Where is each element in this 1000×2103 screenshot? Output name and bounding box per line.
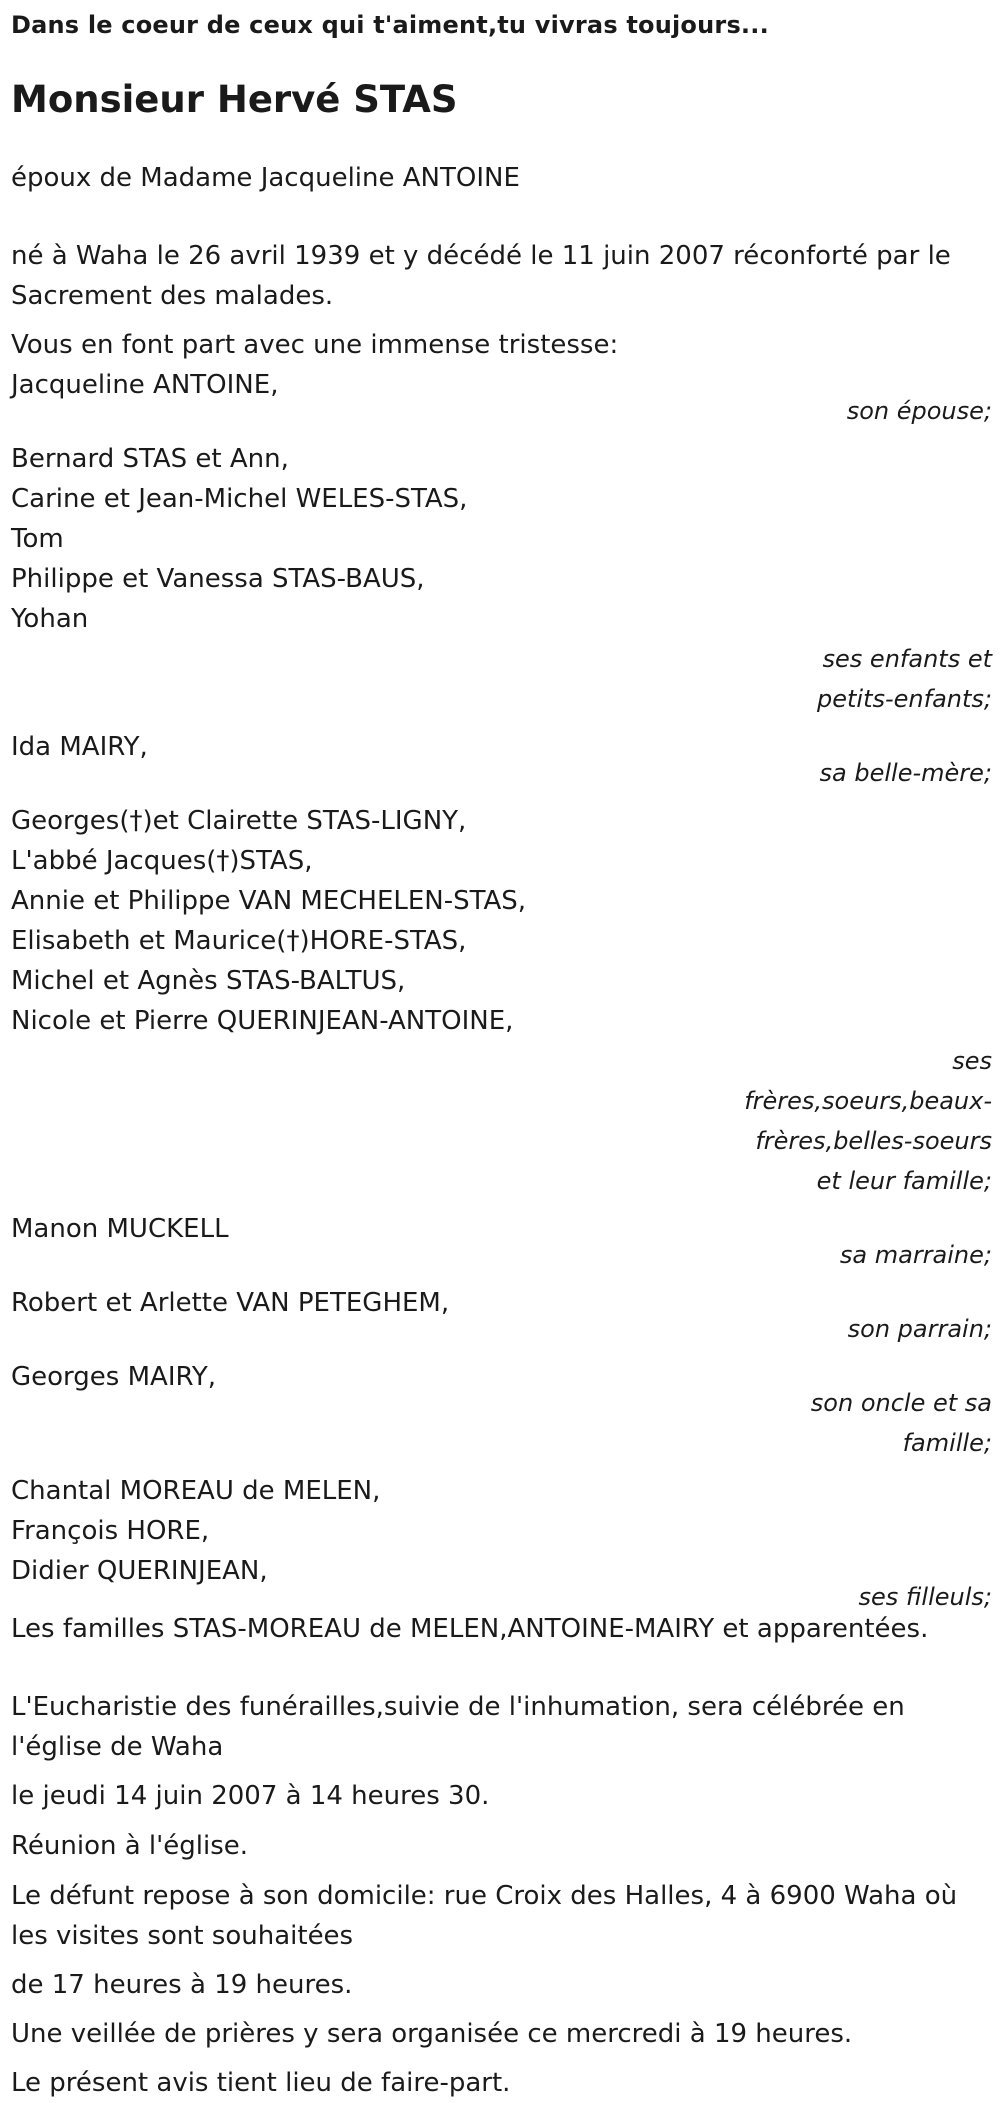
family-group-mother-in-law	[11, 727, 992, 793]
family-member: Chantal MOREAU de MELEN,	[11, 1476, 381, 1506]
family-member: Yohan	[11, 604, 89, 634]
family-member: L'abbé Jacques(†)STAS,	[11, 846, 313, 876]
family-member: Nicole et Pierre QUERINJEAN-ANTOINE,	[11, 1006, 514, 1036]
family-role: ses filleuls;	[858, 1583, 992, 1611]
family-member: Jacqueline ANTOINE,	[11, 370, 279, 400]
family-role: frères,belles-soeurs	[755, 1127, 992, 1155]
family-member: Michel et Agnès STAS-BALTUS,	[11, 966, 406, 996]
family-member: Georges(†)et Clairette STAS-LIGNY,	[11, 806, 467, 836]
announcement-intro: Vous en font part avec une immense tristesse:	[11, 330, 619, 360]
family-role: ses enfants et	[822, 645, 992, 673]
deceased-name: Monsieur Hervé STAS	[11, 78, 458, 121]
spouse-line: époux de Madame Jacqueline ANTOINE	[11, 163, 520, 193]
birth-death-text: né à Waha le 26 avril 1939 et y décédé le 11 juin 2007 réconforté par le Sacrement des malades.	[11, 241, 951, 311]
family-role: sa belle-mère;	[819, 759, 992, 787]
family-group-godchildren	[11, 1471, 992, 1617]
family-member: François HORE,	[11, 1516, 210, 1546]
family-group-uncle	[11, 1357, 992, 1463]
visit-hours: de 17 heures à 19 heures.	[11, 1970, 353, 2000]
family-role: sa marraine;	[839, 1241, 992, 1269]
family-role: ses	[952, 1047, 992, 1075]
family-group-godfather	[11, 1283, 992, 1349]
family-group-godmother	[11, 1209, 992, 1275]
funeral-text: L'Eucharistie des funérailles,suivie de l'inhumation, sera célébrée en l'église de Waha	[11, 1692, 905, 1762]
meeting-text: Réunion à l'église.	[11, 1831, 249, 1861]
family-member: Didier QUERINJEAN,	[11, 1556, 268, 1586]
epigraph: Dans le coeur de ceux qui t'aiment,tu vivras toujours...	[11, 11, 769, 39]
family-member: Bernard STAS et Ann,	[11, 444, 289, 474]
family-role: frères,soeurs,beaux-	[744, 1087, 992, 1115]
family-role: petits-enfants;	[817, 685, 992, 713]
family-group-siblings	[11, 801, 992, 1201]
rest-location: Le défunt repose à son domicile: rue Croix des Halles, 4 à 6900 Waha où les visites sont souhaitées	[11, 1881, 958, 1951]
funeral-date: le jeudi 14 juin 2007 à 14 heures 30.	[11, 1781, 490, 1811]
family-role: famille;	[902, 1429, 992, 1457]
vigil-text: Une veillée de prières y sera organisée ce mercredi à 19 heures.	[11, 2019, 853, 2049]
family-member: Carine et Jean-Michel WELES-STAS,	[11, 484, 468, 514]
family-role: son oncle et sa	[810, 1389, 992, 1417]
family-member: Elisabeth et Maurice(†)HORE-STAS,	[11, 926, 467, 956]
family-member: Robert et Arlette VAN PETEGHEM,	[11, 1288, 450, 1318]
family-group-spouse	[11, 365, 992, 431]
family-member: Georges MAIRY,	[11, 1362, 217, 1392]
family-member: Philippe et Vanessa STAS-BAUS,	[11, 564, 425, 594]
family-group-children	[11, 439, 992, 719]
family-role: son parrain;	[847, 1315, 992, 1343]
family-member: Tom	[11, 524, 64, 554]
family-member: Manon MUCKELL	[11, 1214, 229, 1244]
family-role: son épouse;	[846, 397, 992, 425]
families-line: Les familles STAS-MOREAU de MELEN,ANTOINE-MAIRY et apparentées.	[11, 1614, 929, 1644]
family-member: Ida MAIRY,	[11, 732, 148, 762]
family-role: et leur famille;	[816, 1167, 992, 1195]
family-member: Annie et Philippe VAN MECHELEN-STAS,	[11, 886, 527, 916]
closing-text: Le présent avis tient lieu de faire-part.	[11, 2068, 511, 2098]
